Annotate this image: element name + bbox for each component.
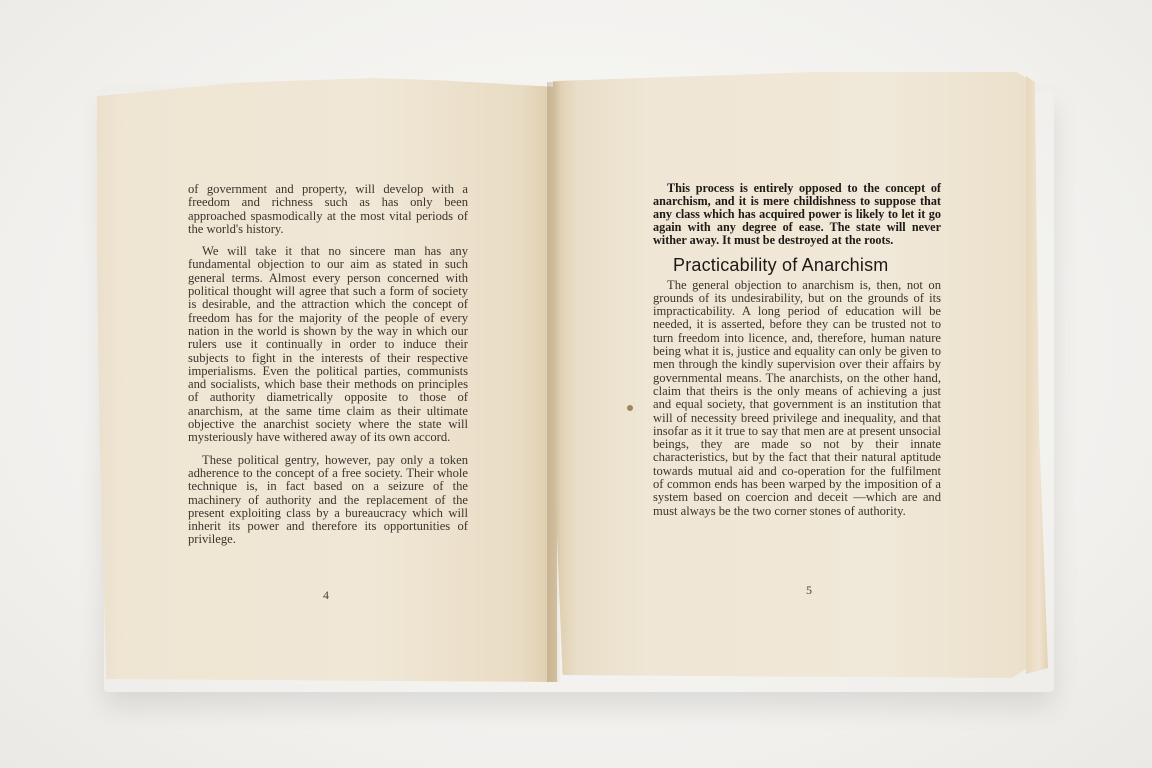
left-paragraph-3: These political gentry, however, pay only a token adherence to the concept of a free society. Their whole technique is, in fact based on a seizure of the machinery of authority and the replacement of the present exploiting class by a bureaucracy which will inherit its power and therefore its opportunities of privilege.	[188, 452, 468, 547]
right-bold-paragraph: This process is entirely opposed to the concept of anarchism, and it is mere childishness to suppose that any class which has acquired power is likely to let it go again with any degree of ease. The state will never wither away. It must be destroyed at the roots.	[653, 181, 941, 247]
left-page-number: 4	[323, 588, 329, 602]
left-paragraph-1: of government and property, will develop with a freedom and richness such as has only been approached spasmodically at the most vital periods of the world's history.	[188, 182, 468, 236]
booklet-spine	[547, 82, 561, 682]
left-paragraph-2: We will take it that no sincere man has any fundamental objection to our aim as stated in such general terms. Almost every person concerned with political thought will agree that such a form of society is desirable, and the attraction which the concept of freedom has for the majority of the people of every nation in the world is shown by the way in which our rulers use it continually in order to induce their subjects to fight in the interests of their respective imperialisms. Even the political parties, communists and socialists, which base their methods on principles of authority diametrically opposite to those of anarchism, at the same time claim as their ultimate objective the anarchist society where the state will mysteriously have withered away of its own accord.	[188, 244, 468, 445]
right-page-number: 5	[806, 583, 812, 597]
right-paragraph-1: The general objection to anarchism is, then, not on grounds of its undesirability, but on the grounds of its impracticability. A long period of education will be needed, it is asserted, before they can be trusted not to turn freedom into licence, and, therefore, human nature being what it is, justice and equality can only be given to men through the kindly supervision over their affairs by governmental means. The anarchists, on the other hand, claim that theirs is the only means of achieving a just and equal society, that government is an institution that will of necessity breed privilege and inequality, and that insofar as it it true to say that men are at present unsocial beings, they are made so not by their innate characteristics, but by the fact that their natural aptitude towards mutual aid and co-operation for the fulfilment of common ends has been warped by the imposition of a system based on coercion and deceit —which are and must always be the two corner stones of authority.	[653, 277, 941, 518]
right-page-text	[653, 182, 941, 527]
left-page-text	[188, 183, 468, 556]
section-heading: Practicability of Anarchism	[673, 254, 889, 275]
foxing-spot	[627, 405, 633, 411]
